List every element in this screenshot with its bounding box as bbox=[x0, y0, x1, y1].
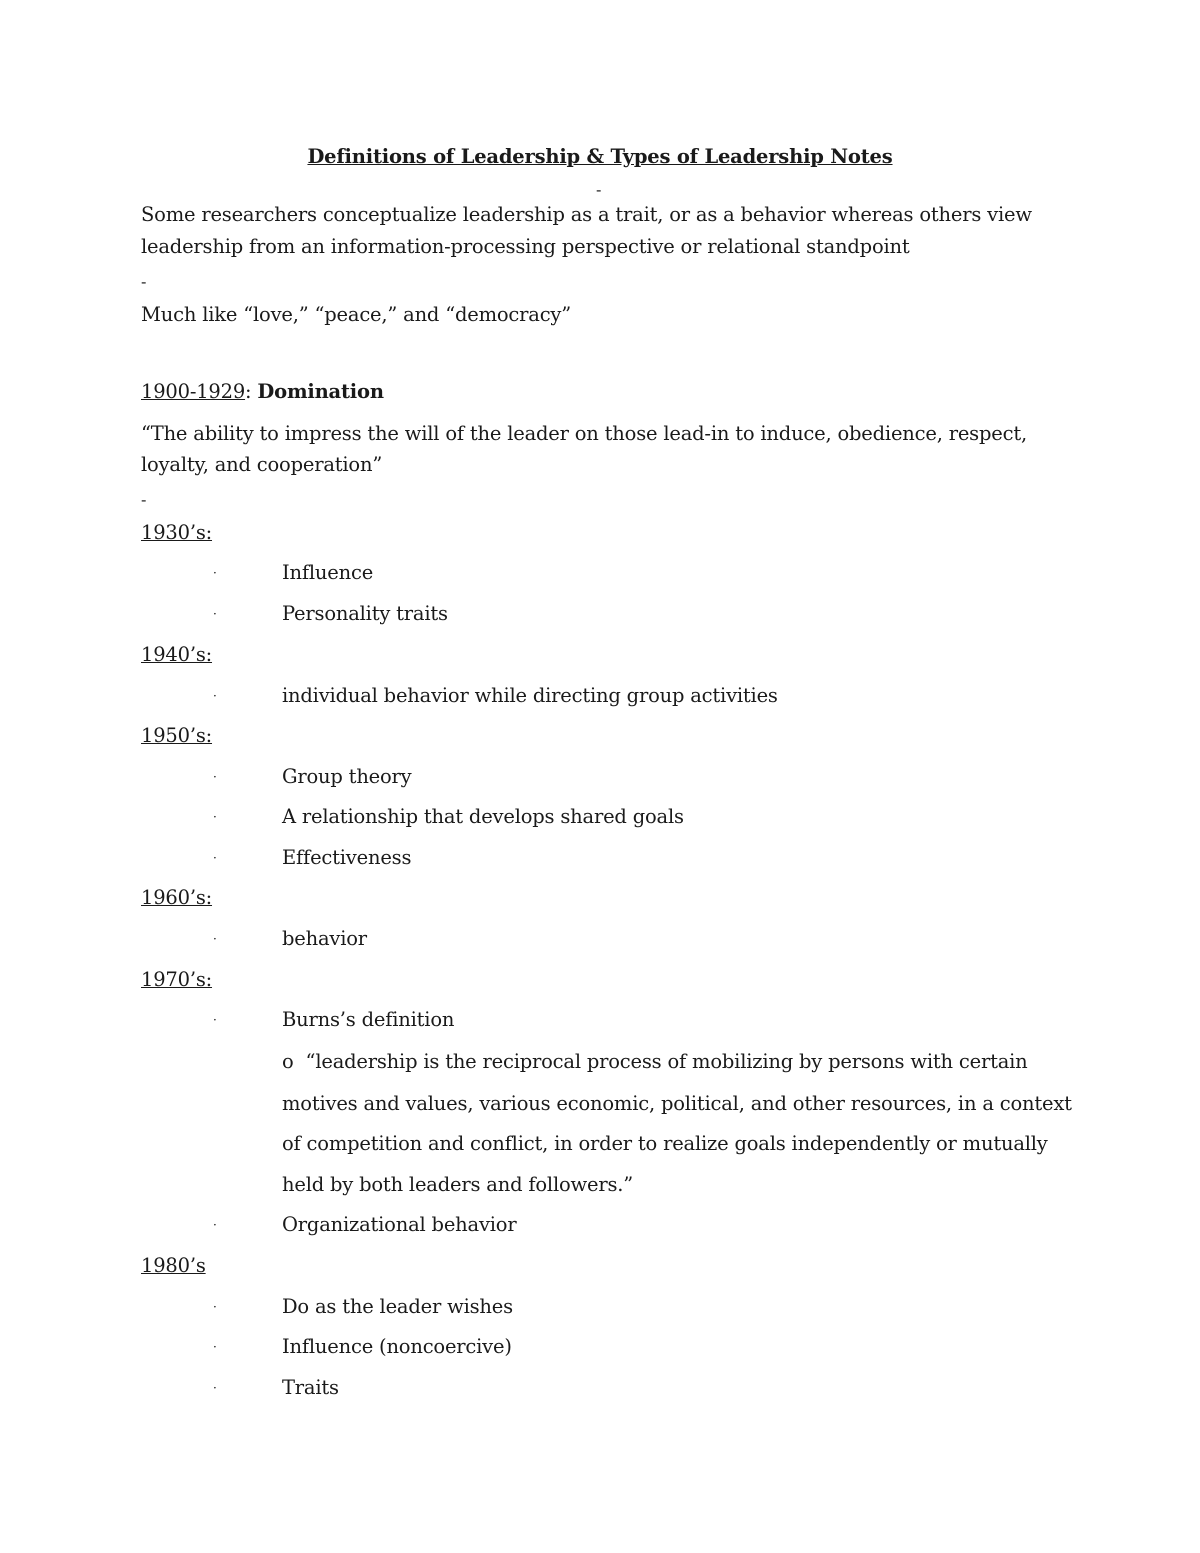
domination-heading bbox=[141, 377, 384, 407]
list-item: Personality traits bbox=[282, 602, 448, 625]
decade-heading-1950s: 1950’s: bbox=[141, 724, 213, 747]
list-item: Organizational behavior bbox=[282, 1213, 517, 1236]
decade-heading-1980s: 1980’s bbox=[141, 1254, 206, 1277]
burns-quote-line-4: held by both leaders and followers.” bbox=[282, 1173, 634, 1196]
bullet-marker: · bbox=[213, 607, 217, 621]
list-item: Influence (noncoercive) bbox=[282, 1335, 512, 1358]
bullet-marker: · bbox=[213, 1381, 217, 1395]
decade-heading-1970s: 1970’s: bbox=[141, 968, 213, 991]
list-item: A relationship that develops shared goals bbox=[282, 805, 684, 828]
bullet-marker: · bbox=[213, 770, 217, 784]
domination-colon: : bbox=[245, 380, 252, 403]
list-item: Group theory bbox=[282, 765, 412, 788]
burns-quote-line-1 bbox=[282, 1047, 1028, 1077]
decade-heading-1940s: 1940’s: bbox=[141, 643, 213, 666]
bullet-marker: · bbox=[213, 689, 217, 703]
domination-label: Domination bbox=[257, 380, 384, 403]
bullet-marker: · bbox=[213, 1218, 217, 1232]
bullet-marker: · bbox=[213, 1013, 217, 1027]
domination-years: 1900-1929 bbox=[141, 380, 246, 403]
bullet-marker: · bbox=[213, 1300, 217, 1314]
intro-line-1: Some researchers conceptualize leadership as a trait, or as a behavior whereas others view bbox=[141, 203, 1032, 226]
bullet-marker: · bbox=[213, 932, 217, 946]
dash-separator: - bbox=[141, 490, 147, 509]
domination-quote-line-2: loyalty, and cooperation” bbox=[141, 453, 383, 476]
list-item: Effectiveness bbox=[282, 846, 412, 869]
list-item: Traits bbox=[282, 1376, 339, 1399]
bullet-marker: · bbox=[213, 566, 217, 580]
bullet-marker: · bbox=[213, 810, 217, 824]
much-like-line: Much like “love,” “peace,” and “democracy” bbox=[141, 303, 572, 326]
decade-heading-1930s: 1930’s: bbox=[141, 521, 213, 544]
list-item: individual behavior while directing group activities bbox=[282, 684, 778, 707]
list-item: Do as the leader wishes bbox=[282, 1295, 513, 1318]
dash-separator: - bbox=[141, 272, 147, 291]
list-item: Burns’s definition bbox=[282, 1008, 455, 1031]
burns-quote-line-2: motives and values, various economic, political, and other resources, in a context bbox=[282, 1092, 1072, 1115]
burns-quote-text: “leadership is the reciprocal process of mobilizing by persons with certain bbox=[305, 1050, 1028, 1073]
bullet-marker: · bbox=[213, 851, 217, 865]
intro-line-2: leadership from an information-processing perspective or relational standpoint bbox=[141, 235, 910, 258]
dash-separator: - bbox=[596, 180, 602, 199]
sub-bullet-marker: o bbox=[282, 1050, 294, 1073]
bullet-marker: · bbox=[213, 1340, 217, 1354]
list-item: behavior bbox=[282, 927, 367, 950]
burns-quote-line-3: of competition and conflict, in order to realize goals independently or mutually bbox=[282, 1132, 1048, 1155]
list-item: Influence bbox=[282, 561, 374, 584]
decade-heading-1960s: 1960’s: bbox=[141, 886, 213, 909]
document-title: Definitions of Leadership & Types of Leadership Notes bbox=[307, 145, 893, 168]
domination-quote-line-1: “The ability to impress the will of the leader on those lead-in to induce, obedience, respect, bbox=[141, 422, 1027, 445]
